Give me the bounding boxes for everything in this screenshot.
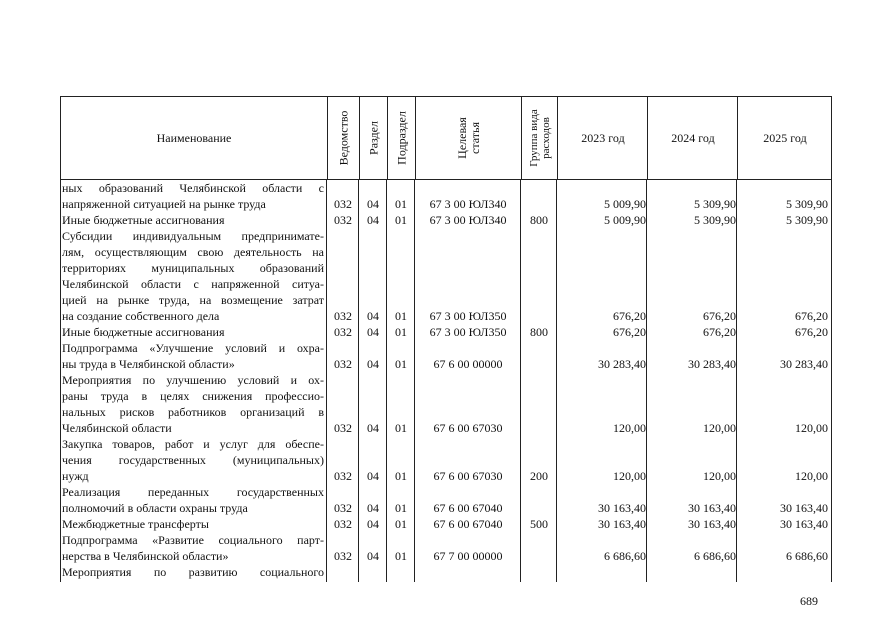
cell-y1: 120,00 xyxy=(613,421,646,435)
table-row xyxy=(60,404,832,420)
cell-ved: 032 xyxy=(334,549,352,563)
cell-y2: 676,20 xyxy=(703,309,736,323)
cell-y3: 676,20 xyxy=(795,325,828,339)
cell-pod: 01 xyxy=(395,469,407,483)
header-podrazdel: Подраздел xyxy=(394,111,408,165)
cell-y1: 30 163,40 xyxy=(598,501,646,515)
row-name: Субсидии индивидуальным предпринимате- xyxy=(62,229,324,243)
cell-raz: 04 xyxy=(367,197,379,211)
cell-ved: 032 xyxy=(334,325,352,339)
cell-y2: 6 686,60 xyxy=(694,549,736,563)
cell-cel: 67 6 00 67040 xyxy=(433,517,503,531)
row-name: Подпрограмма «Развитие социального парт- xyxy=(62,533,324,547)
table-row xyxy=(60,548,832,564)
cell-ved: 032 xyxy=(334,357,352,371)
cell-ved: 032 xyxy=(334,517,352,531)
header-ved-cell xyxy=(327,97,359,179)
header-podrazdel-cell xyxy=(387,97,415,179)
cell-pod: 01 xyxy=(395,325,407,339)
table-row xyxy=(60,324,832,340)
table-row xyxy=(60,340,832,356)
cell-y3: 120,00 xyxy=(795,421,828,435)
row-name: Мероприятия по развитию социального xyxy=(62,565,324,579)
row-name: нужд xyxy=(62,469,89,483)
table-row xyxy=(60,468,832,484)
row-name: Закупка товаров, работ и услуг для обеспе- xyxy=(62,437,324,451)
cell-pod: 01 xyxy=(395,549,407,563)
cell-raz: 04 xyxy=(367,309,379,323)
row-name: территориях муниципальных образований xyxy=(62,261,324,275)
cell-cel: 67 3 00 ЮЛ350 xyxy=(429,325,507,339)
header-y2: 2024 год xyxy=(671,131,715,145)
row-name: ны труда в Челябинской области» xyxy=(62,357,235,371)
cell-grp: 500 xyxy=(530,517,548,531)
table-header xyxy=(60,96,832,180)
cell-y1: 30 163,40 xyxy=(598,517,646,531)
table-row xyxy=(60,356,832,372)
cell-y1: 6 686,60 xyxy=(604,549,646,563)
cell-y1: 676,20 xyxy=(613,309,646,323)
header-celevaya: Целевая статья xyxy=(454,117,482,159)
cell-cel: 67 6 00 67030 xyxy=(433,469,503,483)
cell-y3: 676,20 xyxy=(795,309,828,323)
cell-y1: 30 283,40 xyxy=(598,357,646,371)
cell-y2: 120,00 xyxy=(703,421,736,435)
cell-y3: 5 309,90 xyxy=(786,213,828,227)
cell-pod: 01 xyxy=(395,197,407,211)
cell-cel: 67 6 00 67040 xyxy=(433,501,503,515)
table-row xyxy=(60,484,832,500)
cell-ved: 032 xyxy=(334,197,352,211)
row-name: Мероприятия по улучшению условий и ох- xyxy=(62,373,324,387)
table-row xyxy=(60,212,832,228)
cell-pod: 01 xyxy=(395,213,407,227)
table-row xyxy=(60,244,832,260)
cell-cel: 67 3 00 ЮЛ350 xyxy=(429,309,507,323)
cell-y3: 30 163,40 xyxy=(780,501,828,515)
row-name: Челябинской области с напряженной ситуа- xyxy=(62,277,324,291)
row-name: Реализация переданных государственных xyxy=(62,485,324,499)
cell-y2: 5 309,90 xyxy=(694,197,736,211)
row-name: на создание собственного дела xyxy=(62,309,220,323)
row-name: нерства в Челябинской области» xyxy=(62,549,229,563)
cell-cel: 67 6 00 67030 xyxy=(433,421,503,435)
row-name: Иные бюджетные ассигнования xyxy=(62,213,225,227)
cell-ved: 032 xyxy=(334,469,352,483)
cell-ved: 032 xyxy=(334,213,352,227)
table-row xyxy=(60,308,832,324)
cell-y2: 120,00 xyxy=(703,469,736,483)
table-row xyxy=(60,180,832,196)
cell-pod: 01 xyxy=(395,309,407,323)
cell-y2: 30 283,40 xyxy=(688,357,736,371)
header-y3-cell xyxy=(737,97,831,179)
row-name: чения государственных (муниципальных) xyxy=(62,453,324,467)
cell-pod: 01 xyxy=(395,421,407,435)
header-gruppa-cell xyxy=(521,97,557,179)
row-name: напряженной ситуацией на рынке труда xyxy=(62,197,266,211)
cell-y2: 5 309,90 xyxy=(694,213,736,227)
table-row xyxy=(60,292,832,308)
cell-y2: 30 163,40 xyxy=(688,517,736,531)
row-name: Челябинской области xyxy=(62,421,172,435)
cell-y3: 5 309,90 xyxy=(786,197,828,211)
cell-ved: 032 xyxy=(334,421,352,435)
cell-pod: 01 xyxy=(395,517,407,531)
table-row xyxy=(60,564,832,580)
cell-y1: 5 009,90 xyxy=(604,197,646,211)
row-name: ных образований Челябинской области с xyxy=(62,181,324,195)
table-row xyxy=(60,388,832,404)
cell-grp: 200 xyxy=(530,469,548,483)
row-name: лям, осуществляющим свою деятельность на xyxy=(62,245,324,259)
header-ved: Ведомство xyxy=(336,110,350,166)
row-name: Подпрограмма «Улучшение условий и охра- xyxy=(62,341,324,355)
cell-raz: 04 xyxy=(367,517,379,531)
table-row xyxy=(60,516,832,532)
row-name: нальных рисков работников организаций в xyxy=(62,405,324,419)
cell-y3: 30 163,40 xyxy=(780,517,828,531)
header-y2-cell xyxy=(647,97,737,179)
cell-y3: 30 283,40 xyxy=(780,357,828,371)
cell-y2: 676,20 xyxy=(703,325,736,339)
table-row xyxy=(60,452,832,468)
cell-y1: 5 009,90 xyxy=(604,213,646,227)
page-number: 689 xyxy=(800,594,818,608)
header-celevaya-cell xyxy=(415,97,521,179)
header-razdel: Раздел xyxy=(366,121,380,155)
header-y1-cell xyxy=(557,97,647,179)
cell-raz: 04 xyxy=(367,213,379,227)
table-row xyxy=(60,532,832,548)
row-name: Межбюджетные трансферты xyxy=(62,517,209,531)
table-row xyxy=(60,500,832,516)
cell-cel: 67 3 00 ЮЛ340 xyxy=(429,197,507,211)
header-name: Наименование xyxy=(156,131,232,145)
cell-y3: 120,00 xyxy=(795,469,828,483)
table-row xyxy=(60,228,832,244)
table-row xyxy=(60,372,832,388)
cell-ved: 032 xyxy=(334,501,352,515)
header-name-cell xyxy=(61,97,327,179)
header-gruppa: Группа вида расходов xyxy=(527,109,552,167)
row-name: Иные бюджетные ассигнования xyxy=(62,325,225,339)
header-y1: 2023 год xyxy=(581,131,625,145)
cell-y1: 120,00 xyxy=(613,469,646,483)
table-row xyxy=(60,260,832,276)
cell-y2: 30 163,40 xyxy=(688,501,736,515)
header-razdel-cell xyxy=(359,97,387,179)
table-row xyxy=(60,196,832,212)
cell-raz: 04 xyxy=(367,549,379,563)
cell-raz: 04 xyxy=(367,325,379,339)
cell-pod: 01 xyxy=(395,501,407,515)
cell-raz: 04 xyxy=(367,357,379,371)
table-row xyxy=(60,276,832,292)
cell-y1: 676,20 xyxy=(613,325,646,339)
row-name: цией на рынке труда, на возмещение затрат xyxy=(62,293,324,307)
cell-raz: 04 xyxy=(367,501,379,515)
row-name: полномочий в области охраны труда xyxy=(62,501,248,515)
row-name: раны труда в целях снижения профессио- xyxy=(62,389,324,403)
cell-pod: 01 xyxy=(395,357,407,371)
cell-raz: 04 xyxy=(367,469,379,483)
cell-ved: 032 xyxy=(334,309,352,323)
cell-y3: 6 686,60 xyxy=(786,549,828,563)
cell-grp: 800 xyxy=(530,325,548,339)
cell-grp: 800 xyxy=(530,213,548,227)
header-y3: 2025 год xyxy=(763,131,807,145)
cell-cel: 67 6 00 00000 xyxy=(433,357,503,371)
table-row xyxy=(60,436,832,452)
cell-cel: 67 7 00 00000 xyxy=(433,549,503,563)
cell-raz: 04 xyxy=(367,421,379,435)
cell-cel: 67 3 00 ЮЛ340 xyxy=(429,213,507,227)
table-row xyxy=(60,420,832,436)
